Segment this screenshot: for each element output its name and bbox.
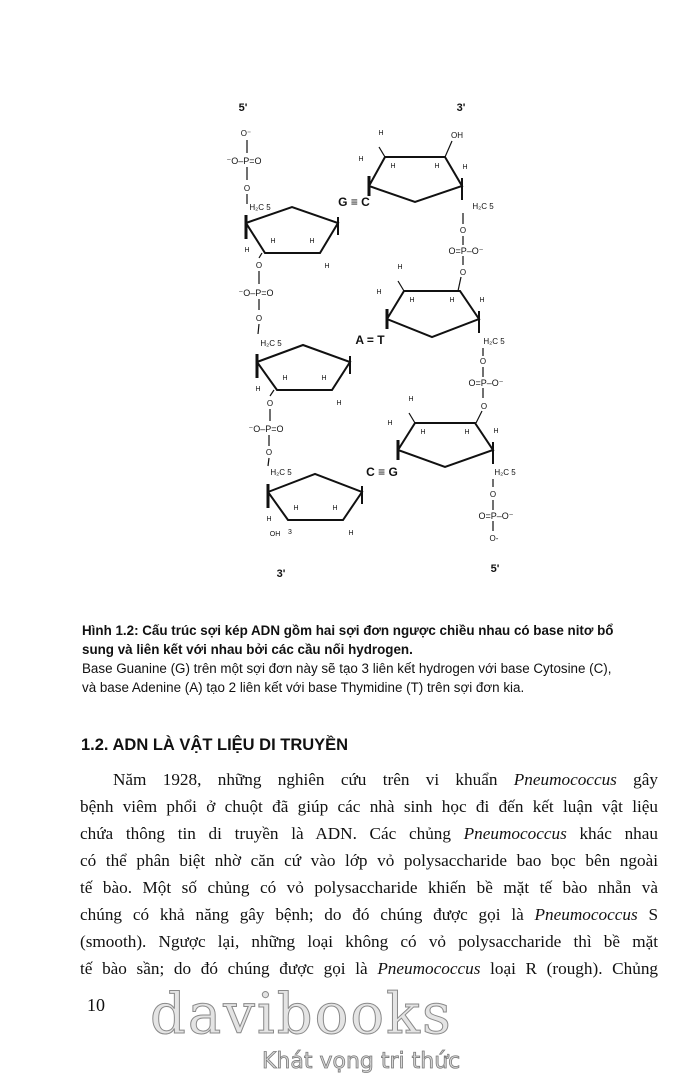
italic-species-name: Pneumococcus: [534, 905, 638, 924]
caption-title-line: sung và liên kết với nhau bởi các cầu nối hydrogen.: [82, 641, 413, 657]
paragraph-line: [80, 820, 658, 847]
bond-line: [398, 281, 404, 291]
italic-species-name: Pneumococcus: [377, 959, 481, 978]
paragraph-line: [80, 928, 658, 955]
hydrogen-label: H: [387, 420, 393, 427]
strand-end-5prime: 5': [238, 102, 248, 114]
bond-line: [268, 458, 269, 466]
hydrogen-label: H: [309, 238, 315, 245]
oxygen-label: O: [255, 314, 263, 323]
oxygen-label: O: [265, 448, 273, 457]
oxygen-label: O: [479, 357, 487, 366]
text-segment: có thể phân biệt nhờ căn cứ vào lớp vỏ polysaccharide bao bọc bên ngoài: [80, 851, 658, 870]
hydrogen-label: H: [397, 264, 403, 271]
phosphate-group: ⁻O–P=O: [238, 288, 274, 298]
italic-species-name: Pneumococcus: [513, 770, 617, 789]
deoxyribose-ring: [246, 207, 338, 253]
oxygen-label: O: [459, 226, 467, 235]
carbon5-label: H₂C 5: [249, 203, 271, 212]
strand-end-5prime: 5': [490, 563, 500, 575]
carbon5-label: H₂C 5: [483, 337, 505, 346]
oxygen-label: O: [480, 402, 488, 411]
phosphate-group: ⁻O–P=O: [226, 156, 262, 166]
watermark-slogan: Khát vọng tri thức: [262, 1049, 461, 1074]
oxygen-label: O: [243, 184, 251, 193]
text-segment: tế bào sần; do đó chúng được gọi là: [80, 959, 378, 978]
paragraph-line: [80, 847, 658, 874]
watermark-logo: davibooks: [150, 982, 453, 1047]
carbon5-label: H₂C 5: [260, 339, 282, 348]
text-segment: bệnh viêm phổi ở chuột đã giúp các nhà sinh học đi đến kết luận vật liệu: [80, 797, 658, 816]
hydrogen-label: H: [376, 289, 382, 296]
bond-line: [259, 253, 262, 258]
hydrogen-label: H: [321, 375, 327, 382]
text-segment: chứa thông tin di truyền là ADN. Các chủng: [80, 824, 464, 843]
bond-line: [445, 141, 452, 157]
paragraph-line: [80, 766, 658, 793]
text-segment: Năm 1928, những nghiên cứu trên vi khuẩn: [113, 770, 514, 789]
hydrogen-label: H: [266, 516, 272, 523]
hydrogen-label: H: [408, 396, 414, 403]
hydrogen-label: H: [324, 263, 330, 270]
oxygen-label: O: [255, 261, 263, 270]
text-segment: gây: [616, 770, 658, 789]
deoxyribose-ring: [369, 157, 462, 202]
hydroxyl-label: OH: [269, 531, 281, 538]
deoxyribose-ring: [398, 423, 493, 467]
hydrogen-label: H: [462, 164, 468, 171]
text-segment: loại R (rough). Chủng: [480, 959, 659, 978]
hydrogen-label: H: [479, 297, 485, 304]
hydrogen-label: H: [255, 386, 261, 393]
hydrogen-label: H: [434, 163, 440, 170]
text-segment: (smooth). Ngược lại, những loại không có vỏ polysaccharide thì bề mặt: [80, 932, 658, 951]
hydrogen-label: H: [409, 297, 415, 304]
hydrogen-label: H: [336, 400, 342, 407]
italic-species-name: Pneumococcus: [463, 824, 567, 843]
hydrogen-label: H: [244, 247, 250, 254]
phosphate-group: ⁻O–P=O: [248, 424, 284, 434]
hydrogen-label: H: [449, 297, 455, 304]
hydrogen-label: H: [358, 156, 364, 163]
caption-title-line: Hình 1.2: Cấu trúc sợi kép ADN gồm hai sợi đơn ngược chiều nhau có base nitơ bổ: [82, 623, 614, 638]
section-heading: 1.2. ADN LÀ VẬT LIỆU DI TRUYỀN: [81, 736, 349, 754]
hydrogen-label: H: [293, 505, 299, 512]
carbon3-label: 3: [288, 529, 292, 536]
carbon5-label: H₂C 5: [472, 202, 494, 211]
paragraph-line: [80, 955, 658, 982]
oxygen-label: O⁻: [240, 129, 252, 138]
paragraph-line: [80, 901, 658, 928]
bond-line: [258, 324, 259, 334]
section-body-text: [80, 766, 658, 982]
strand-end-3prime: 3': [456, 102, 466, 114]
text-segment: S: [637, 905, 659, 924]
hydrogen-label: H: [493, 428, 499, 435]
carbon5-label: H₂C 5: [494, 468, 516, 477]
deoxyribose-ring: [387, 291, 479, 337]
hydrogen-label: H: [378, 130, 384, 137]
page-number: 10: [87, 995, 105, 1015]
text-segment: khác nhau: [566, 824, 659, 843]
caption-body-line: Base Guanine (G) trên một sợi đơn này sẽ tạo 3 liên kết hydrogen với base Cytosine (C),: [82, 661, 612, 676]
phosphate-group: O=P–O⁻: [448, 246, 484, 256]
hydrogen-label: H: [348, 530, 354, 537]
text-segment: tế bào. Một số chủng có vỏ polysaccharide khiến bề mặt tế bào nhẵn và: [80, 878, 658, 897]
oxygen-label: O: [459, 268, 467, 277]
hydrogen-label: H: [282, 375, 288, 382]
hydrogen-label: H: [464, 429, 470, 436]
paragraph-line: [80, 793, 658, 820]
figure-caption-body: [82, 660, 682, 697]
base-pair-a-t: A = T: [355, 333, 385, 347]
oxygen-label: O: [489, 490, 497, 499]
deoxyribose-ring: [257, 345, 350, 390]
bond-line: [270, 390, 274, 396]
hydrogen-label: H: [270, 238, 276, 245]
hydrogen-label: H: [390, 163, 396, 170]
caption-body-line: và base Adenine (A) tạo 2 liên kết với base Thymidine (T) trên sợi đơn kia.: [82, 679, 525, 695]
phosphate-group: O=P–O⁻: [468, 378, 504, 388]
hydrogen-label: H: [332, 505, 338, 512]
strand-end-3prime: 3': [276, 568, 286, 580]
base-pair-g-c: G ≡ C: [338, 195, 370, 209]
oxygen-label: O: [266, 399, 274, 408]
bond-line: [476, 411, 482, 423]
paragraph-line: [80, 874, 658, 901]
phosphate-group: O=P–O⁻: [478, 511, 514, 521]
text-segment: chúng có khả năng gây bệnh; do đó chúng được gọi là: [80, 905, 535, 924]
hydrogen-label: H: [420, 429, 426, 436]
bond-line: [379, 147, 385, 157]
bond-line: [409, 413, 415, 423]
deoxyribose-ring: [268, 474, 362, 520]
carbon5-label: H₂C 5: [270, 468, 292, 477]
bond-line: [458, 277, 461, 291]
oxygen-label: O-: [489, 534, 499, 543]
base-pair-c-g: C ≡ G: [366, 465, 398, 479]
hydroxyl-label: OH: [451, 131, 463, 140]
figure-caption-title: [82, 622, 682, 659]
